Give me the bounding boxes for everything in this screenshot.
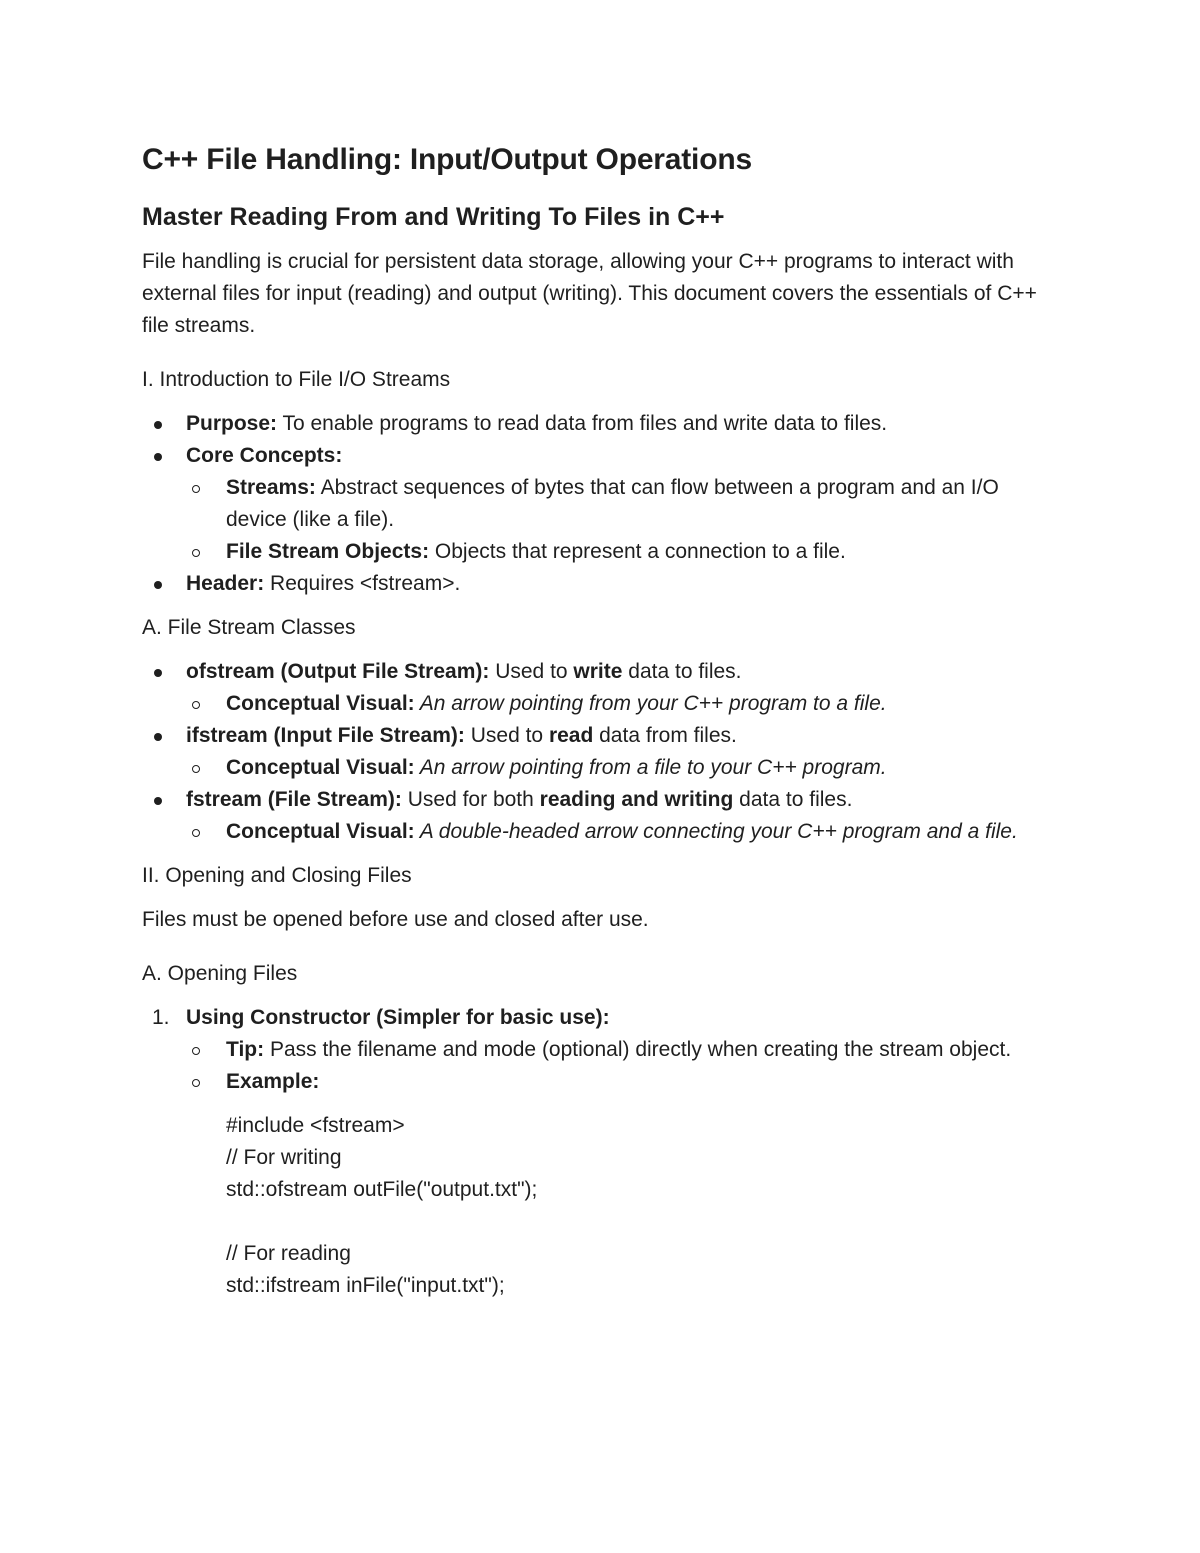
code-line: #include <fstream> [226,1114,405,1137]
hollow-bullet-icon [192,549,200,557]
hollow-bullet-icon [192,1047,200,1055]
section-heading-file-stream-classes: A. File Stream Classes [142,616,356,639]
hollow-bullet-icon [192,765,200,773]
code-line: // For reading [226,1242,351,1265]
opening-closing-paragraph: Files must be opened before use and closed after use. [142,908,649,931]
document-title: C++ File Handling: Input/Output Operations [142,143,752,176]
bullet-icon [154,453,162,461]
section-heading-opening-files: A. Opening Files [142,962,298,985]
list-item-header: Header: Requires <fstream>. [142,568,1062,600]
code-line: std::ofstream outFile("output.txt"); [226,1178,538,1201]
list-item-tip: Tip: Pass the filename and mode (optional) directly when creating the stream object. [142,1034,1062,1066]
hollow-bullet-icon [192,701,200,709]
list-item-file-stream-objects: File Stream Objects: Objects that represent a connection to a file. [142,536,1062,568]
hollow-bullet-icon [192,1079,200,1087]
code-example [142,1110,1062,1302]
hollow-bullet-icon [192,485,200,493]
code-line: std::ifstream inFile("input.txt"); [226,1274,505,1297]
code-line: // For writing [226,1146,342,1169]
list-item-fstream: fstream (File Stream): Used for both reading and writing data to files. [142,784,1062,816]
code-line [226,1206,1062,1238]
bullet-icon [154,797,162,805]
opening-files-list [142,1002,1062,1098]
list-item-core-concepts: Core Concepts: [142,440,1062,472]
list-number: 1. [152,1006,170,1029]
section-heading-intro: I. Introduction to File I/O Streams [142,368,451,391]
list-item-fstream-visual: Conceptual Visual: A double-headed arrow connecting your C++ program and a file. [142,816,1062,848]
bullet-icon [154,421,162,429]
section-heading-opening-closing: II. Opening and Closing Files [142,864,412,887]
list-item-example: Example: [142,1066,1062,1098]
hollow-bullet-icon [192,829,200,837]
list-item-purpose: Purpose: To enable programs to read data from files and write data to files. [142,408,1062,440]
intro-paragraph: File handling is crucial for persistent data storage, allowing your C++ programs to interact with external files for input (reading) and output (writing). This document covers the essentials of C++ file streams. [142,250,1037,337]
bullet-icon [154,733,162,741]
document-page [142,140,1062,1302]
intro-list [142,408,1062,600]
list-item-streams: Streams: Abstract sequences of bytes that can flow between a program and an I/O device (like a file). [142,472,1062,536]
list-item-ifstream-visual: Conceptual Visual: An arrow pointing from a file to your C++ program. [142,752,1062,784]
list-item-ofstream-visual: Conceptual Visual: An arrow pointing from your C++ program to a file. [142,688,1062,720]
bullet-icon [154,669,162,677]
list-item-ofstream: ofstream (Output File Stream): Used to write data to files. [142,656,1062,688]
bullet-icon [154,581,162,589]
list-item-using-constructor: 1. Using Constructor (Simpler for basic use): [142,1002,1062,1034]
stream-classes-list [142,656,1062,848]
document-subtitle: Master Reading From and Writing To Files in C++ [142,203,725,231]
list-item-ifstream: ifstream (Input File Stream): Used to read data from files. [142,720,1062,752]
